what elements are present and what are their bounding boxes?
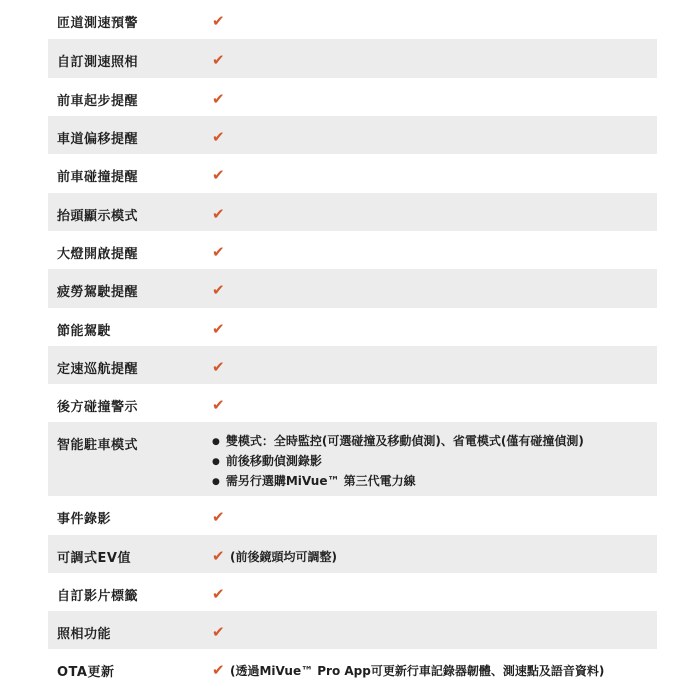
feature-label: 車道偏移提醒	[57, 132, 139, 147]
table-row	[48, 193, 657, 231]
table-row	[48, 0, 657, 39]
check-icon: ✔	[212, 51, 225, 69]
table-row	[48, 649, 657, 687]
feature-value	[208, 243, 657, 261]
parking-mode-bullets	[212, 431, 657, 491]
feature-label: 自訂影片標籤	[57, 589, 139, 604]
bullet-item: ● 需另行選購MiVue™ 第三代電力線	[212, 471, 657, 491]
feature-label: 照相功能	[57, 627, 112, 642]
check-icon: ✔	[212, 623, 225, 641]
feature-label: 前車起步提醒	[57, 94, 139, 109]
table-row	[48, 384, 657, 422]
check-icon: ✔	[212, 128, 225, 146]
check-icon: ✔	[212, 585, 225, 603]
feature-value	[208, 396, 657, 414]
check-icon: ✔	[212, 90, 225, 108]
check-icon: ✔	[212, 547, 225, 565]
table-row	[48, 496, 657, 535]
feature-label: 前車碰撞提醒	[57, 170, 139, 185]
feature-value	[208, 128, 657, 146]
table-row	[48, 308, 657, 346]
table-row	[48, 154, 657, 193]
table-row	[48, 269, 657, 308]
feature-value	[208, 547, 657, 565]
feature-value	[208, 508, 657, 526]
feature-note: (透過MiVue™ Pro App可更新行車記錄器韌體、測速點及語音資料)	[230, 664, 605, 678]
table-row	[48, 535, 657, 573]
check-icon: ✔	[212, 281, 225, 299]
check-icon: ✔	[212, 243, 225, 261]
feature-value	[208, 661, 657, 679]
feature-label: 節能駕駛	[57, 324, 112, 339]
check-icon: ✔	[212, 12, 225, 30]
feature-value	[208, 51, 657, 69]
feature-note: (前後鏡頭均可調整)	[230, 550, 337, 564]
feature-value	[208, 166, 657, 184]
table-row	[48, 573, 657, 611]
feature-value	[208, 623, 657, 641]
check-icon: ✔	[212, 661, 225, 679]
feature-label: 自訂測速照相	[57, 55, 139, 70]
feature-value	[208, 205, 657, 223]
feature-value	[208, 281, 657, 299]
feature-label: 可調式EV值	[57, 551, 131, 566]
table-row	[48, 346, 657, 384]
feature-value	[208, 431, 657, 491]
table-row	[48, 116, 657, 154]
check-icon: ✔	[212, 320, 225, 338]
feature-table	[48, 0, 657, 687]
feature-value	[208, 12, 657, 30]
table-row	[48, 39, 657, 78]
check-icon: ✔	[212, 508, 225, 526]
feature-value	[208, 320, 657, 338]
feature-label: 抬頭顯示模式	[57, 209, 139, 224]
check-icon: ✔	[212, 358, 225, 376]
feature-label: 後方碰撞警示	[57, 400, 139, 415]
feature-label: 疲勞駕駛提醒	[57, 285, 139, 300]
feature-label: 定速巡航提醒	[57, 362, 139, 377]
check-icon: ✔	[212, 205, 225, 223]
table-row	[48, 422, 657, 496]
bullet-item: ● 雙模式：全時監控(可選碰撞及移動偵測)、省電模式(僅有碰撞偵測)	[212, 431, 657, 451]
bullet-item: ● 前後移動偵測錄影	[212, 451, 657, 471]
feature-label: OTA更新	[57, 665, 115, 680]
feature-value	[208, 358, 657, 376]
feature-label: 智能駐車模式	[57, 438, 139, 453]
feature-label: 大燈開啟提醒	[57, 247, 139, 262]
feature-value	[208, 90, 657, 108]
feature-value	[208, 585, 657, 603]
feature-label: 事件錄影	[57, 512, 112, 527]
table-row	[48, 78, 657, 116]
check-icon: ✔	[212, 166, 225, 184]
check-icon: ✔	[212, 396, 225, 414]
table-row	[48, 231, 657, 269]
table-row	[48, 611, 657, 649]
feature-label: 匝道測速預警	[57, 16, 139, 31]
